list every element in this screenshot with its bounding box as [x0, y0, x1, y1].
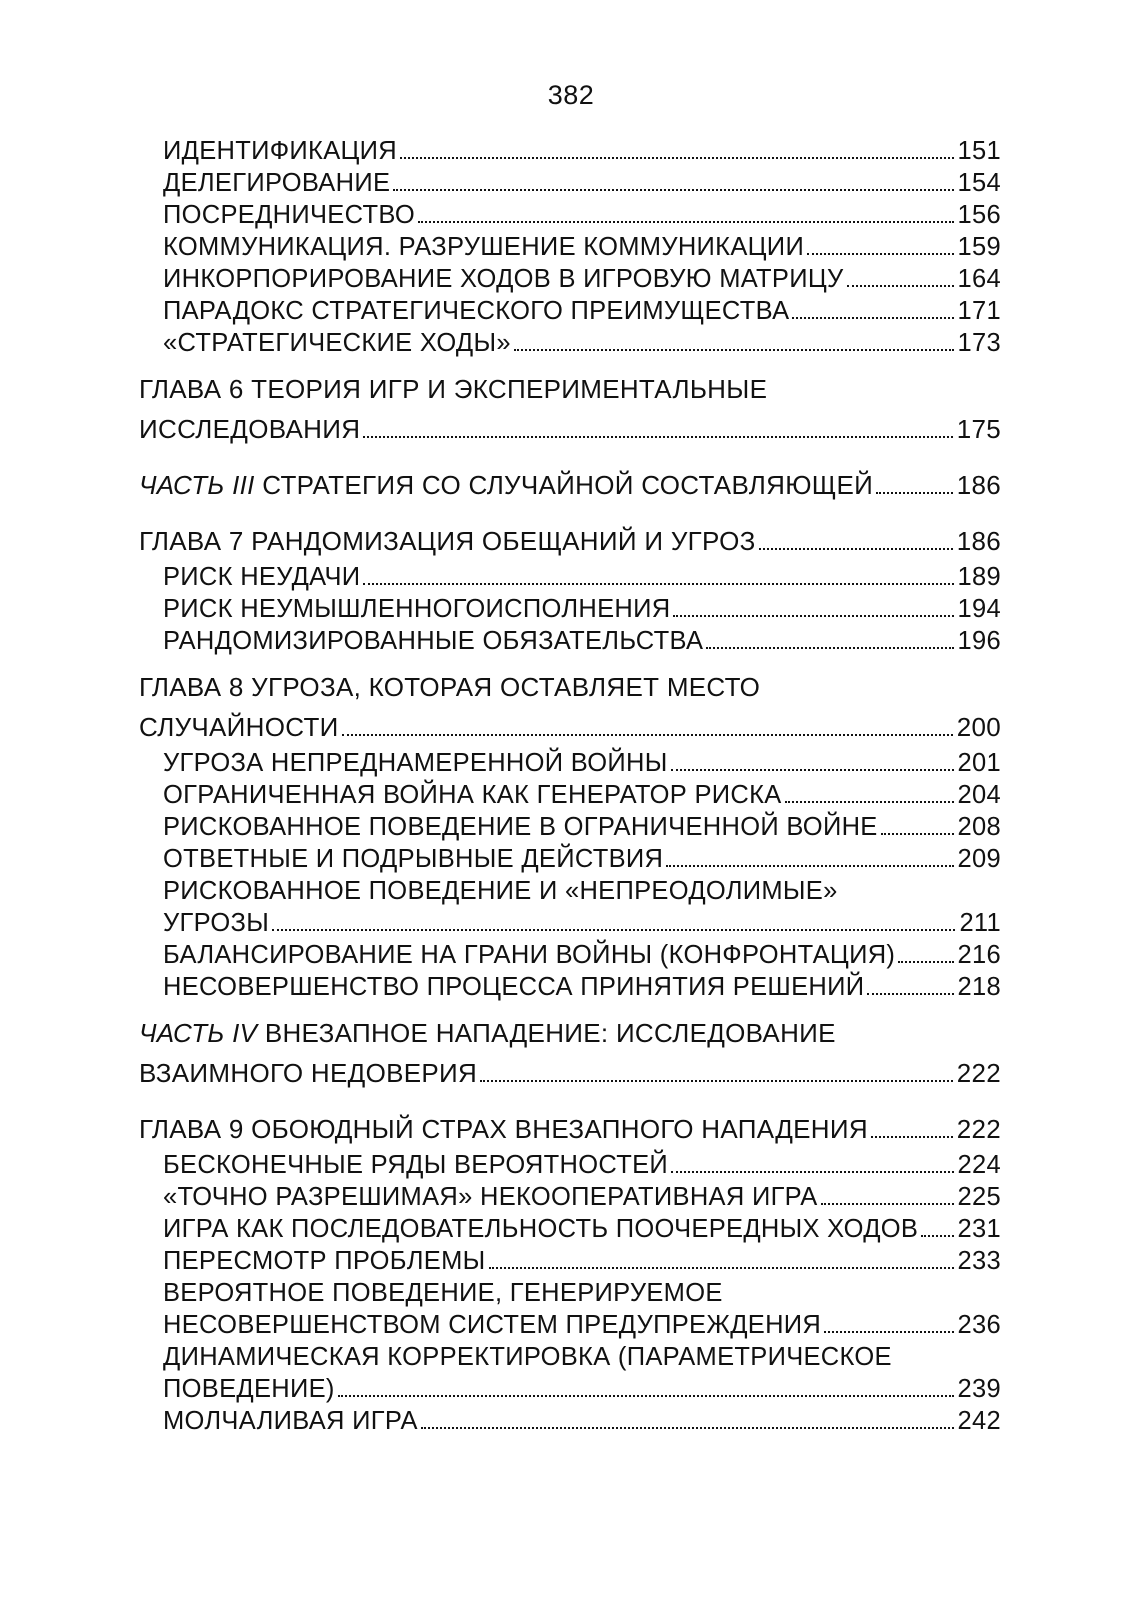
toc-entry-page: 154	[957, 169, 1001, 197]
leader-dots	[489, 1267, 954, 1269]
toc-entry	[139, 907, 1001, 939]
toc-entry	[139, 843, 1001, 875]
leader-dots	[338, 1395, 954, 1397]
leader-dots	[847, 285, 954, 287]
toc-entry-title: НЕСОВЕРШЕНСТВОМ СИСТЕМ ПРЕДУПРЕЖДЕНИЯ	[163, 1311, 822, 1339]
chapter-6-entry	[139, 409, 1001, 449]
toc-entry-page: 216	[957, 941, 1001, 969]
toc-entry	[139, 1405, 1001, 1437]
toc-entry-title: ВЗАИМНОГО НЕДОВЕРИЯ	[139, 1058, 478, 1088]
page-number: 382	[547, 80, 595, 110]
toc-entry	[139, 779, 1001, 811]
toc-entry	[139, 971, 1001, 1003]
toc-entry-title: ОТВЕТНЫЕ И ПОДРЫВНЫЕ ДЕЙСТВИЯ	[163, 845, 664, 873]
leader-dots	[480, 1080, 953, 1082]
toc-entry-title: РИСК НЕУМЫШЛЕННОГОИСПОЛНЕНИЯ	[163, 595, 671, 623]
leader-dots	[514, 349, 954, 351]
toc-entry-title: ГЛАВА 6 ТЕОРИЯ ИГР И ЭКСПЕРИМЕНТАЛЬНЫЕ	[139, 374, 768, 404]
toc-entry-page: 211	[959, 909, 1001, 937]
toc-entry	[139, 1213, 1001, 1245]
toc-entry	[139, 561, 1001, 593]
toc-entry-page: 209	[957, 845, 1001, 873]
toc-entry-title: РИСКОВАННОЕ ПОВЕДЕНИЕ И «НЕПРЕОДОЛИМЫЕ»	[163, 877, 838, 905]
toc-entry	[139, 135, 1001, 167]
toc-entry-page: 159	[957, 233, 1001, 261]
toc-entry-title: «ТОЧНО РАЗРЕШИМАЯ» НЕКООПЕРАТИВНАЯ ИГРА	[163, 1183, 818, 1211]
leader-dots	[881, 833, 954, 835]
toc-entry	[139, 295, 1001, 327]
toc-entry	[139, 625, 1001, 657]
toc-entry-title: НЕСОВЕРШЕНСТВО ПРОЦЕССА ПРИНЯТИЯ РЕШЕНИЙ	[163, 973, 865, 1001]
toc-entry-page: 233	[957, 1247, 1001, 1275]
leader-dots	[400, 157, 954, 159]
leader-dots	[807, 253, 953, 255]
leader-dots	[363, 436, 952, 438]
toc-entry-title: «СТРАТЕГИЧЕСКИЕ ХОДЫ»	[163, 329, 511, 357]
toc-entry	[139, 1245, 1001, 1277]
leader-dots	[867, 993, 953, 995]
toc-entry-title: РАНДОМИЗИРОВАННЫЕ ОБЯЗАТЕЛЬСТВА	[163, 627, 704, 655]
chapter-6-heading	[139, 369, 1001, 409]
toc-entry-page: 204	[957, 781, 1001, 809]
chapter-8-entry	[139, 707, 1001, 747]
toc-entry-page: 194	[957, 595, 1001, 623]
toc-entry-title: ПЕРЕСМОТР ПРОБЛЕМЫ	[163, 1247, 486, 1275]
toc-entry-page: 171	[957, 297, 1001, 325]
toc-entry-title: ОГРАНИЧЕННАЯ ВОЙНА КАК ГЕНЕРАТОР РИСКА	[163, 781, 782, 809]
toc-entry-page: 189	[957, 563, 1001, 591]
toc-entry-title: ИДЕНТИФИКАЦИЯ	[163, 137, 398, 165]
toc-entry-page: 175	[956, 414, 1001, 444]
toc-entry-title: ГЛАВА 8 УГРОЗА, КОТОРАЯ ОСТАВЛЯЕТ МЕСТО	[139, 672, 761, 702]
leader-dots	[898, 961, 953, 963]
leader-dots	[393, 189, 953, 191]
toc-entry-title: СЛУЧАЙНОСТИ	[139, 712, 339, 742]
toc-entry	[139, 1149, 1001, 1181]
toc-entry	[139, 327, 1001, 359]
toc-entry-title: ИГРА КАК ПОСЛЕДОВАТЕЛЬНОСТЬ ПООЧЕРЕДНЫХ ХОДОВ	[163, 1215, 919, 1243]
part-4-entry	[139, 1053, 1001, 1093]
toc-entry-title: ИССЛЕДОВАНИЯ	[139, 414, 361, 444]
leader-dots	[671, 769, 954, 771]
toc-entry-page: 186	[956, 526, 1001, 556]
toc-entry	[139, 747, 1001, 779]
toc-entry-heading	[139, 875, 1001, 907]
leader-dots	[785, 801, 954, 803]
leader-dots	[759, 548, 953, 550]
toc-entry-page: 222	[956, 1058, 1001, 1088]
toc-entry-page: 201	[957, 749, 1001, 777]
toc-entry-page: 218	[957, 973, 1001, 1001]
toc-entry	[139, 811, 1001, 843]
toc-entry-title: МОЛЧАЛИВАЯ ИГРА	[163, 1407, 418, 1435]
toc-entry-page: 186	[956, 470, 1001, 500]
leader-dots	[871, 1136, 953, 1138]
toc-entry-page: 239	[957, 1375, 1001, 1403]
toc-entry	[139, 167, 1001, 199]
toc-entry-page: 164	[957, 265, 1001, 293]
toc-entry-page: 222	[956, 1114, 1001, 1144]
toc-entry-title: РИСК НЕУДАЧИ	[163, 563, 361, 591]
toc-entry-page: 225	[957, 1183, 1001, 1211]
toc-entry-page: 196	[957, 627, 1001, 655]
toc-entry-page: 200	[956, 712, 1001, 742]
leader-dots	[671, 1171, 954, 1173]
toc-entry-title: СТРАТЕГИЯ СО СЛУЧАЙНОЙ СОСТАВЛЯЮЩЕЙ	[262, 470, 874, 500]
chapter-9-entry	[139, 1109, 1001, 1149]
chapter-8-heading	[139, 667, 1001, 707]
toc-entry-page: 236	[957, 1311, 1001, 1339]
leader-dots	[418, 221, 954, 223]
toc-entry-title: ГЛАВА 7 РАНДОМИЗАЦИЯ ОБЕЩАНИЙ И УГРОЗ	[139, 526, 756, 556]
toc-entry	[139, 1309, 1001, 1341]
leader-dots	[673, 615, 953, 617]
toc-entry-page: 242	[957, 1407, 1001, 1435]
toc-entry-title: ДИНАМИЧЕСКАЯ КОРРЕКТИРОВКА (ПАРАМЕТРИЧЕСКОЕ	[163, 1343, 892, 1371]
part-prefix: ЧАСТЬ III	[139, 470, 255, 500]
leader-dots	[421, 1427, 954, 1429]
part-3-entry	[139, 465, 1001, 505]
toc-entry	[139, 1181, 1001, 1213]
leader-dots	[342, 734, 953, 736]
leader-dots	[792, 317, 953, 319]
toc-entry-page: 173	[957, 329, 1001, 357]
toc-entry-title: ИНКОРПОРИРОВАНИЕ ХОДОВ В ИГРОВУЮ МАТРИЦУ	[163, 265, 844, 293]
toc-entry-title: РИСКОВАННОЕ ПОВЕДЕНИЕ В ОГРАНИЧЕННОЙ ВОЙНЕ	[163, 813, 878, 841]
leader-dots	[272, 929, 955, 931]
table-of-contents	[139, 135, 1001, 1437]
toc-entry	[139, 593, 1001, 625]
toc-entry-heading	[139, 1341, 1001, 1373]
toc-entry-title: ВНЕЗАПНОЕ НАПАДЕНИЕ: ИССЛЕДОВАНИЕ	[264, 1018, 836, 1048]
part-4-heading	[139, 1013, 1001, 1053]
leader-dots	[821, 1203, 954, 1205]
toc-entry-title: ГЛАВА 9 ОБОЮДНЫЙ СТРАХ ВНЕЗАПНОГО НАПАДЕНИЯ	[139, 1114, 868, 1144]
toc-entry-title: БАЛАНСИРОВАНИЕ НА ГРАНИ ВОЙНЫ (КОНФРОНТАЦИЯ)	[163, 941, 896, 969]
toc-entry-page: 208	[957, 813, 1001, 841]
toc-entry-page: 151	[957, 137, 1001, 165]
toc-entry-title: ВЕРОЯТНОЕ ПОВЕДЕНИЕ, ГЕНЕРИРУЕМОЕ	[163, 1279, 723, 1307]
toc-entry-title: УГРОЗЫ	[163, 909, 270, 937]
toc-entry-page: 231	[957, 1215, 1001, 1243]
toc-entry	[139, 939, 1001, 971]
toc-entry	[139, 263, 1001, 295]
toc-entry	[139, 1373, 1001, 1405]
leader-dots	[921, 1235, 953, 1237]
leader-dots	[666, 865, 953, 867]
leader-dots	[706, 647, 953, 649]
part-prefix: ЧАСТЬ IV	[139, 1018, 258, 1048]
toc-entry-title: ПАРАДОКС СТРАТЕГИЧЕСКОГО ПРЕИМУЩЕСТВА	[163, 297, 790, 325]
toc-entry-title: БЕСКОНЕЧНЫЕ РЯДЫ ВЕРОЯТНОСТЕЙ	[163, 1151, 669, 1179]
toc-entry-title: КОММУНИКАЦИЯ. РАЗРУШЕНИЕ КОММУНИКАЦИИ	[163, 233, 805, 261]
toc-entry-page: 224	[957, 1151, 1001, 1179]
toc-entry-title: ДЕЛЕГИРОВАНИЕ	[163, 169, 391, 197]
toc-entry-title: ПОСРЕДНИЧЕСТВО	[163, 201, 415, 229]
toc-entry-title: ПОВЕДЕНИЕ)	[163, 1375, 335, 1403]
toc-entry-page: 156	[957, 201, 1001, 229]
toc-entry-title: УГРОЗА НЕПРЕДНАМЕРЕННОЙ ВОЙНЫ	[163, 749, 668, 777]
chapter-7-entry	[139, 521, 1001, 561]
toc-entry-heading	[139, 1277, 1001, 1309]
toc-entry	[139, 199, 1001, 231]
leader-dots	[363, 583, 953, 585]
toc-entry	[139, 231, 1001, 263]
leader-dots	[876, 492, 953, 494]
leader-dots	[824, 1331, 953, 1333]
